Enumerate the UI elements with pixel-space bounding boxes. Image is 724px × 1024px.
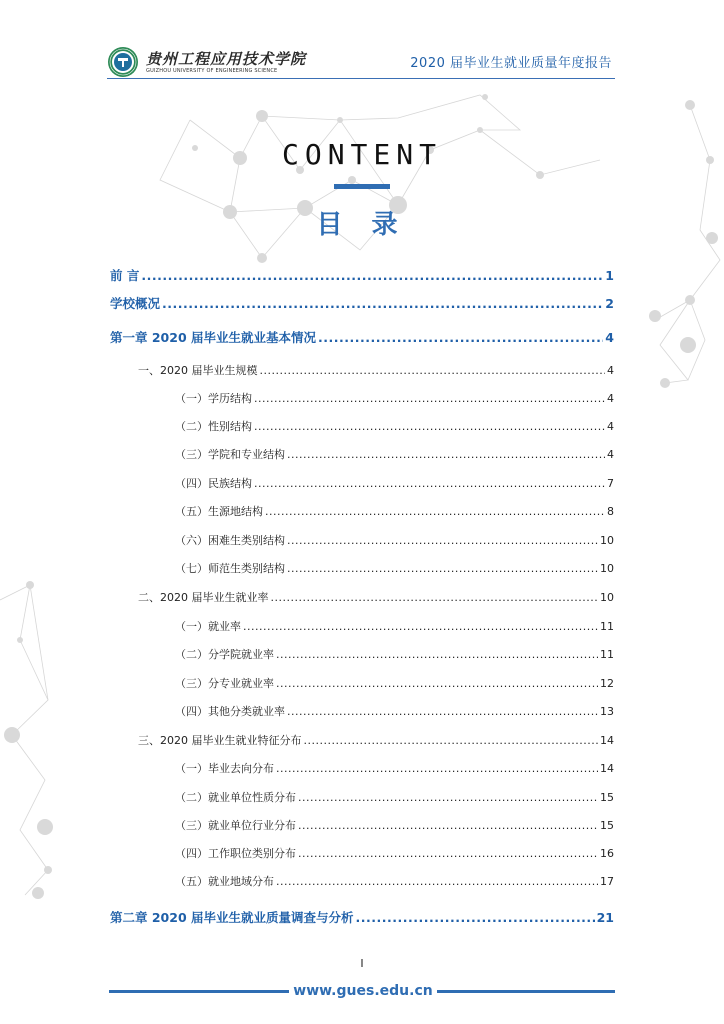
toc-entry[interactable]: [175, 845, 614, 861]
toc-entry-page: 15: [600, 791, 614, 804]
toc-entry-label: （七）师范生类别结构: [175, 562, 285, 575]
toc-dot-leader: [318, 330, 603, 345]
content-heading: CONTENT: [281, 138, 442, 171]
toc-entry[interactable]: [175, 475, 614, 491]
toc-entry-page: 10: [600, 534, 614, 547]
school-name-cn: 贵州工程应用技术学院: [146, 50, 307, 68]
toc-entry-page: 10: [600, 562, 614, 575]
toc-dot-leader: [304, 734, 599, 747]
toc-entry[interactable]: [175, 618, 614, 634]
toc-entry-page: 7: [607, 477, 614, 490]
toc-entry[interactable]: [175, 789, 614, 805]
toc-dot-leader: [254, 420, 605, 433]
toc-entry[interactable]: [175, 418, 614, 434]
toc-entry-label: （二）分学院就业率: [175, 648, 274, 661]
toc-entry-page: 21: [596, 910, 614, 925]
toc-dot-leader: [254, 392, 605, 405]
toc-entry-label: 前 言: [110, 268, 140, 283]
report-title: 2020 届毕业生就业质量年度报告: [410, 56, 612, 71]
toc-entry-page: 4: [607, 392, 614, 405]
toc-entry-label: （四）其他分类就业率: [175, 705, 285, 718]
toc-dot-leader: [276, 648, 598, 661]
toc-dot-leader: [356, 910, 595, 925]
toc-entry-label: （三）就业单位行业分布: [175, 819, 296, 832]
toc-entry-label: （三）分专业就业率: [175, 677, 274, 690]
toc-entry-page: 4: [607, 448, 614, 461]
toc-entry[interactable]: [110, 908, 614, 926]
toc-dot-leader: [287, 705, 598, 718]
toc-entry-label: （一）学历结构: [175, 392, 252, 405]
toc-entry-page: 2: [605, 296, 614, 311]
toc-entry-label: （一）就业率: [175, 620, 241, 633]
toc-entry-label: 一、2020 届毕业生规模: [138, 364, 258, 377]
toc-entry-label: （三）学院和专业结构: [175, 448, 285, 461]
toc-dot-leader: [254, 477, 605, 490]
toc-entry[interactable]: [175, 646, 614, 662]
school-name-en: GUIZHOU UNIVERSITY OF ENGINEERING SCIENCE: [146, 68, 278, 74]
toc-entry-label: 第一章 2020 届毕业生就业基本情况: [110, 330, 316, 345]
toc-entry-page: 17: [600, 875, 614, 888]
toc-entry[interactable]: [175, 446, 614, 462]
toc-dot-leader: [243, 620, 598, 633]
page-number: I: [360, 957, 364, 970]
footer-bar-left: [109, 990, 289, 993]
toc-entry[interactable]: [175, 675, 614, 691]
toc-entry-label: （五）生源地结构: [175, 505, 263, 518]
toc-entry-page: 1: [605, 268, 614, 283]
toc-dot-leader: [298, 791, 598, 804]
toc-entry-page: 11: [600, 648, 614, 661]
toc-entry-page: 4: [605, 330, 614, 345]
toc-entry-page: 14: [600, 734, 614, 747]
toc-entry[interactable]: [138, 362, 614, 378]
toc-dot-leader: [298, 847, 598, 860]
toc-entry-page: 15: [600, 819, 614, 832]
toc-entry-page: 12: [600, 677, 614, 690]
toc-dot-leader: [287, 534, 598, 547]
toc-entry[interactable]: [175, 873, 614, 889]
toc-entry-label: 学校概况: [110, 296, 161, 311]
toc-entry-page: 16: [600, 847, 614, 860]
toc-entry-label: （二）就业单位性质分布: [175, 791, 296, 804]
toc-entry-label: 第二章 2020 届毕业生就业质量调查与分析: [110, 910, 354, 925]
toc-dot-leader: [141, 268, 603, 283]
toc-entry-page: 11: [600, 620, 614, 633]
toc-dot-leader: [265, 505, 605, 518]
toc-entry-label: （二）性别结构: [175, 420, 252, 433]
toc-entry-page: 4: [607, 364, 614, 377]
toc-entry-page: 10: [600, 591, 614, 604]
toc-heading: 目 录: [316, 210, 408, 240]
toc-entry[interactable]: [175, 760, 614, 776]
toc-entry[interactable]: [175, 503, 614, 519]
toc-entry[interactable]: [110, 266, 614, 284]
toc-entry[interactable]: [175, 390, 614, 406]
toc-entry[interactable]: [175, 532, 614, 548]
toc-entry[interactable]: [138, 589, 614, 605]
toc-entry-label: （四）工作职位类别分布: [175, 847, 296, 860]
toc-entry[interactable]: [110, 294, 614, 312]
toc-entry-page: 13: [600, 705, 614, 718]
toc-entry-label: （五）就业地域分布: [175, 875, 274, 888]
toc-entry-label: 三、2020 届毕业生就业特征分布: [138, 734, 302, 747]
toc-entry-page: 14: [600, 762, 614, 775]
footer-bar-right: [437, 990, 615, 993]
toc-entry[interactable]: [110, 328, 614, 346]
toc-entry-page: 8: [607, 505, 614, 518]
toc-entry-label: （四）民族结构: [175, 477, 252, 490]
toc-entry[interactable]: [138, 732, 614, 748]
toc-dot-leader: [287, 562, 598, 575]
toc-entry-page: 4: [607, 420, 614, 433]
toc-dot-leader: [260, 364, 606, 377]
toc-entry-label: 二、2020 届毕业生就业率: [138, 591, 269, 604]
toc-entry-label: （一）毕业去向分布: [175, 762, 274, 775]
toc-dot-leader: [276, 677, 598, 690]
toc-entry-label: （六）困难生类别结构: [175, 534, 285, 547]
toc-dot-leader: [298, 819, 598, 832]
footer-url-link[interactable]: www.gues.edu.cn: [293, 983, 433, 999]
toc-dot-leader: [162, 296, 603, 311]
toc-dot-leader: [271, 591, 599, 604]
toc-dot-leader: [276, 762, 598, 775]
toc-entry[interactable]: [175, 817, 614, 833]
toc-entry[interactable]: [175, 703, 614, 719]
toc-entry[interactable]: [175, 560, 614, 576]
toc-dot-leader: [287, 448, 605, 461]
toc-dot-leader: [276, 875, 598, 888]
